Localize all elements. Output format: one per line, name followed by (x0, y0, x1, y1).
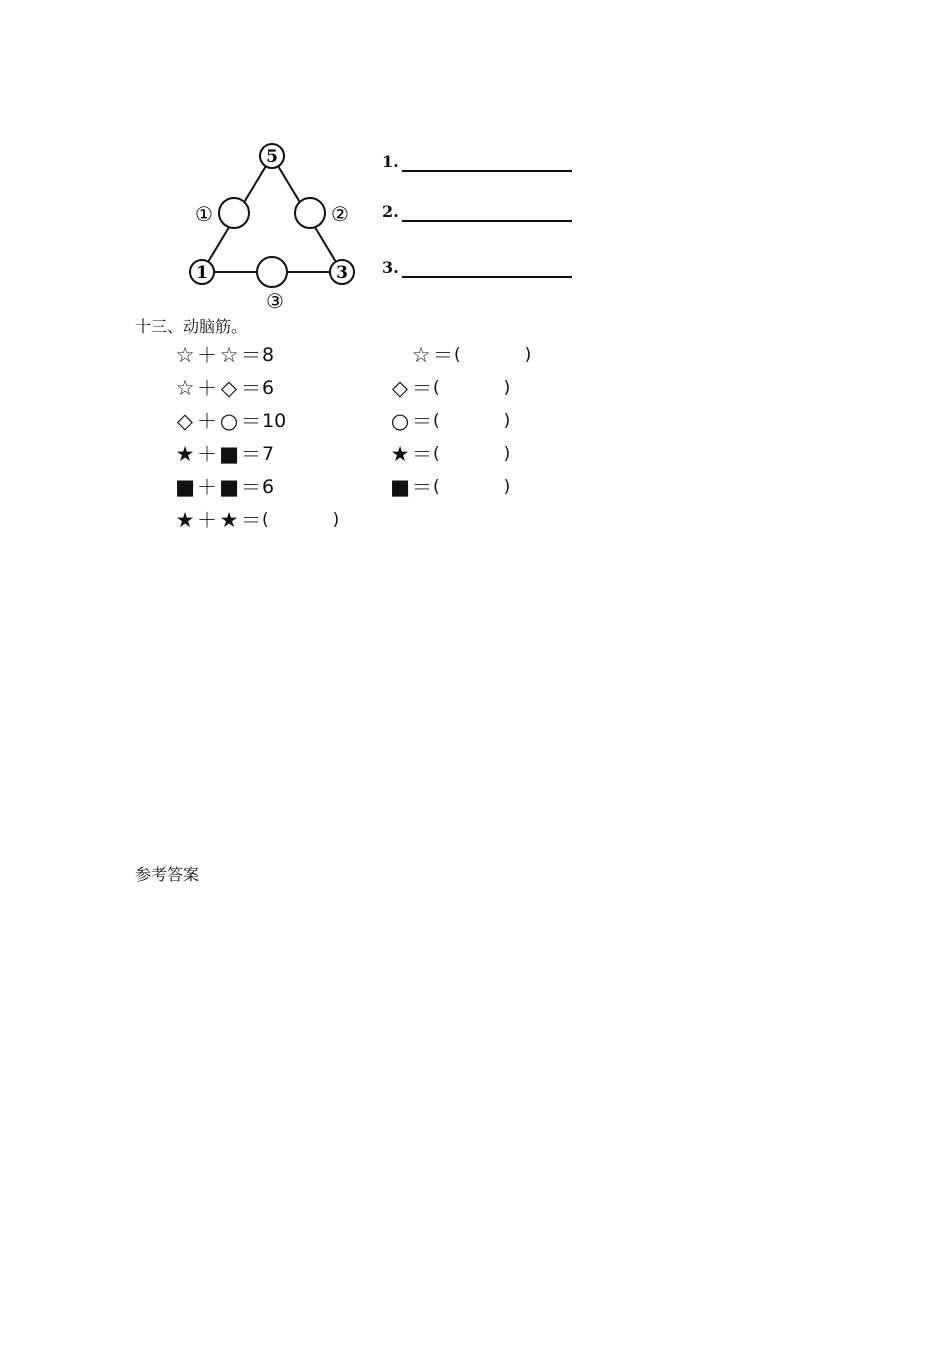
hollow-star-icon: ☆ (175, 375, 195, 400)
diamond-icon: ◇ (391, 375, 409, 400)
equation-right-5[interactable] (389, 472, 510, 500)
open-paren: ( (262, 509, 269, 530)
equals-sign: ＝ (433, 342, 453, 367)
close-paren: ) (503, 410, 511, 431)
close-paren: ) (503, 476, 511, 497)
close-paren: ) (332, 509, 340, 530)
open-paren: ( (433, 476, 440, 497)
solid-star-icon: ★ (390, 441, 410, 466)
equation-right-3[interactable] (389, 406, 510, 434)
open-paren: ( (433, 410, 440, 431)
open-paren: ( (433, 443, 440, 464)
equals-sign: ＝ (241, 375, 261, 400)
top-vertex-number: 5 (266, 147, 278, 167)
equation-left-6[interactable] (174, 505, 339, 533)
equation-left-4 (174, 439, 274, 467)
equation-left-1 (174, 340, 274, 368)
equals-sign: ＝ (241, 441, 261, 466)
equation-right-4[interactable] (389, 439, 510, 467)
plus-sign: ＋ (197, 375, 217, 400)
equation-right-2[interactable] (389, 373, 510, 401)
diamond-icon: ◇ (176, 408, 194, 433)
triangle-svg (180, 140, 370, 312)
answer-line-2-rule (402, 220, 572, 222)
hollow-star-icon: ☆ (411, 342, 431, 367)
solid-star-icon: ★ (175, 441, 195, 466)
answer-line-3-label: 3. (382, 258, 399, 277)
close-paren: ) (524, 344, 532, 365)
equals-sign: ＝ (412, 408, 432, 433)
solid-star-icon: ★ (219, 507, 239, 532)
plus-sign: ＋ (197, 474, 217, 499)
equals-sign: ＝ (412, 474, 432, 499)
left-vertex-number: 1 (196, 263, 208, 283)
right-vertex-number: 3 (336, 263, 348, 283)
edge-label-1: ① (195, 202, 213, 226)
equation-result: 10 (262, 409, 287, 432)
section-heading: 十三、动脑筋。 (135, 317, 248, 336)
equals-sign: ＝ (241, 342, 261, 367)
solid-star-icon: ★ (175, 507, 195, 532)
answer-line-3-rule (402, 276, 572, 278)
edge-label-3: ③ (266, 289, 284, 312)
open-paren: ( (454, 344, 461, 365)
solid-square-icon: ■ (219, 441, 239, 466)
answer-line-1-rule (402, 170, 572, 172)
triangle-diagram (180, 140, 370, 312)
close-paren: ) (503, 377, 511, 398)
hollow-star-icon: ☆ (175, 342, 195, 367)
close-paren: ) (503, 443, 511, 464)
equation-left-2 (174, 373, 274, 401)
plus-sign: ＋ (197, 408, 217, 433)
circle-icon: ○ (219, 408, 239, 433)
answer-key-heading: 参考答案 (135, 865, 200, 884)
bottom-edge-circle[interactable] (257, 257, 287, 287)
right-edge-circle[interactable] (295, 198, 325, 228)
equals-sign: ＝ (412, 441, 432, 466)
left-edge-circle[interactable] (219, 198, 249, 228)
answer-line-2[interactable] (382, 202, 582, 226)
open-paren: ( (433, 377, 440, 398)
equals-sign: ＝ (241, 474, 261, 499)
plus-sign: ＋ (197, 342, 217, 367)
equation-right-1[interactable] (410, 340, 531, 368)
equals-sign: ＝ (241, 507, 261, 532)
equals-sign: ＝ (241, 408, 261, 433)
equation-left-3 (174, 406, 286, 434)
answer-line-3[interactable] (382, 258, 582, 282)
equation-left-5 (174, 472, 274, 500)
equation-result: 7 (262, 442, 275, 465)
answer-line-1[interactable] (382, 152, 582, 176)
diamond-icon: ◇ (220, 375, 238, 400)
equals-sign: ＝ (412, 375, 432, 400)
equation-result: 6 (262, 475, 275, 498)
edge-label-2: ② (331, 202, 349, 226)
equation-result: 8 (262, 343, 275, 366)
plus-sign: ＋ (197, 507, 217, 532)
solid-square-icon: ■ (390, 474, 410, 499)
solid-square-icon: ■ (219, 474, 239, 499)
answer-line-1-label: 1. (382, 152, 399, 171)
solid-square-icon: ■ (175, 474, 195, 499)
equation-result: 6 (262, 376, 275, 399)
answer-line-2-label: 2. (382, 202, 399, 221)
plus-sign: ＋ (197, 441, 217, 466)
hollow-star-icon: ☆ (219, 342, 239, 367)
circle-icon: ○ (390, 408, 410, 433)
